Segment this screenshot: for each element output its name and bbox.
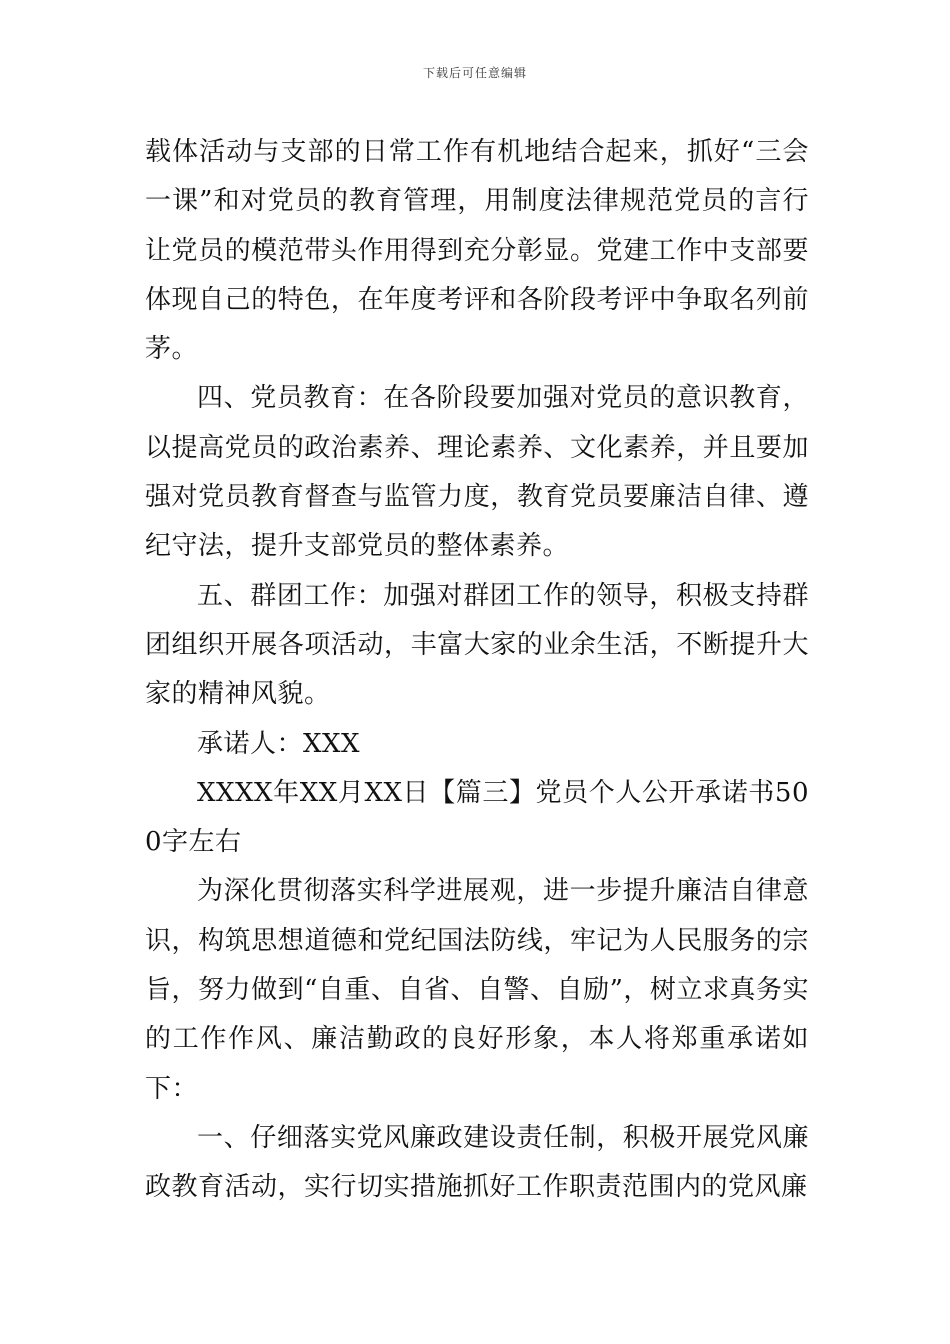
paragraph-signatory: 承诺人：XXX xyxy=(197,728,361,759)
paragraph-mass-organization-work: 五、群团工作：加强对群团工作的领导，积极支持群团组织开展各项活动，丰富大家的业余生活，不断提升大家的精神风貌。 xyxy=(145,580,809,710)
page-header-note: 下载后可任意编辑 xyxy=(422,66,527,80)
paragraph-date-and-section-title: XXXX年XX月XX日【篇三】党员个人公开承诺书500字左右 xyxy=(145,777,809,858)
paragraph-commitment-item-one: 一、仔细落实党风廉政建设责任制，积极开展党风廉政教育活动，实行切实措施抓好工作职责范围内的党风廉 xyxy=(145,1122,809,1203)
paragraph-commitment-intro: 为深化贯彻落实科学进展观，进一步提升廉洁自律意识，构筑思想道德和党纪国法防线，牢记为人民服务的宗旨，努力做到“自重、自省、自警、自励”，树立求真务实的工作作风、廉洁勤政的良好形象，本人将郑重承诺如下： xyxy=(145,876,809,1104)
document-body xyxy=(145,128,809,1213)
paragraph-party-education: 四、党员教育：在各阶段要加强对党员的意识教育，以提高党员的政治素养、理论素养、文化素养，并且要加强对党员教育督查与监管力度，教育党员要廉洁自律、遵纪守法，提升支部党员的整体素养。 xyxy=(145,383,809,562)
paragraph-party-building: 载体活动与支部的日常工作有机地结合起来，抓好“三会一课”和对党员的教育管理，用制度法律规范党员的言行让党员的模范带头作用得到充分彰显。党建工作中支部要体现自己的特色，在年度考评和各阶段考评中争取名列前茅。 xyxy=(145,137,809,365)
